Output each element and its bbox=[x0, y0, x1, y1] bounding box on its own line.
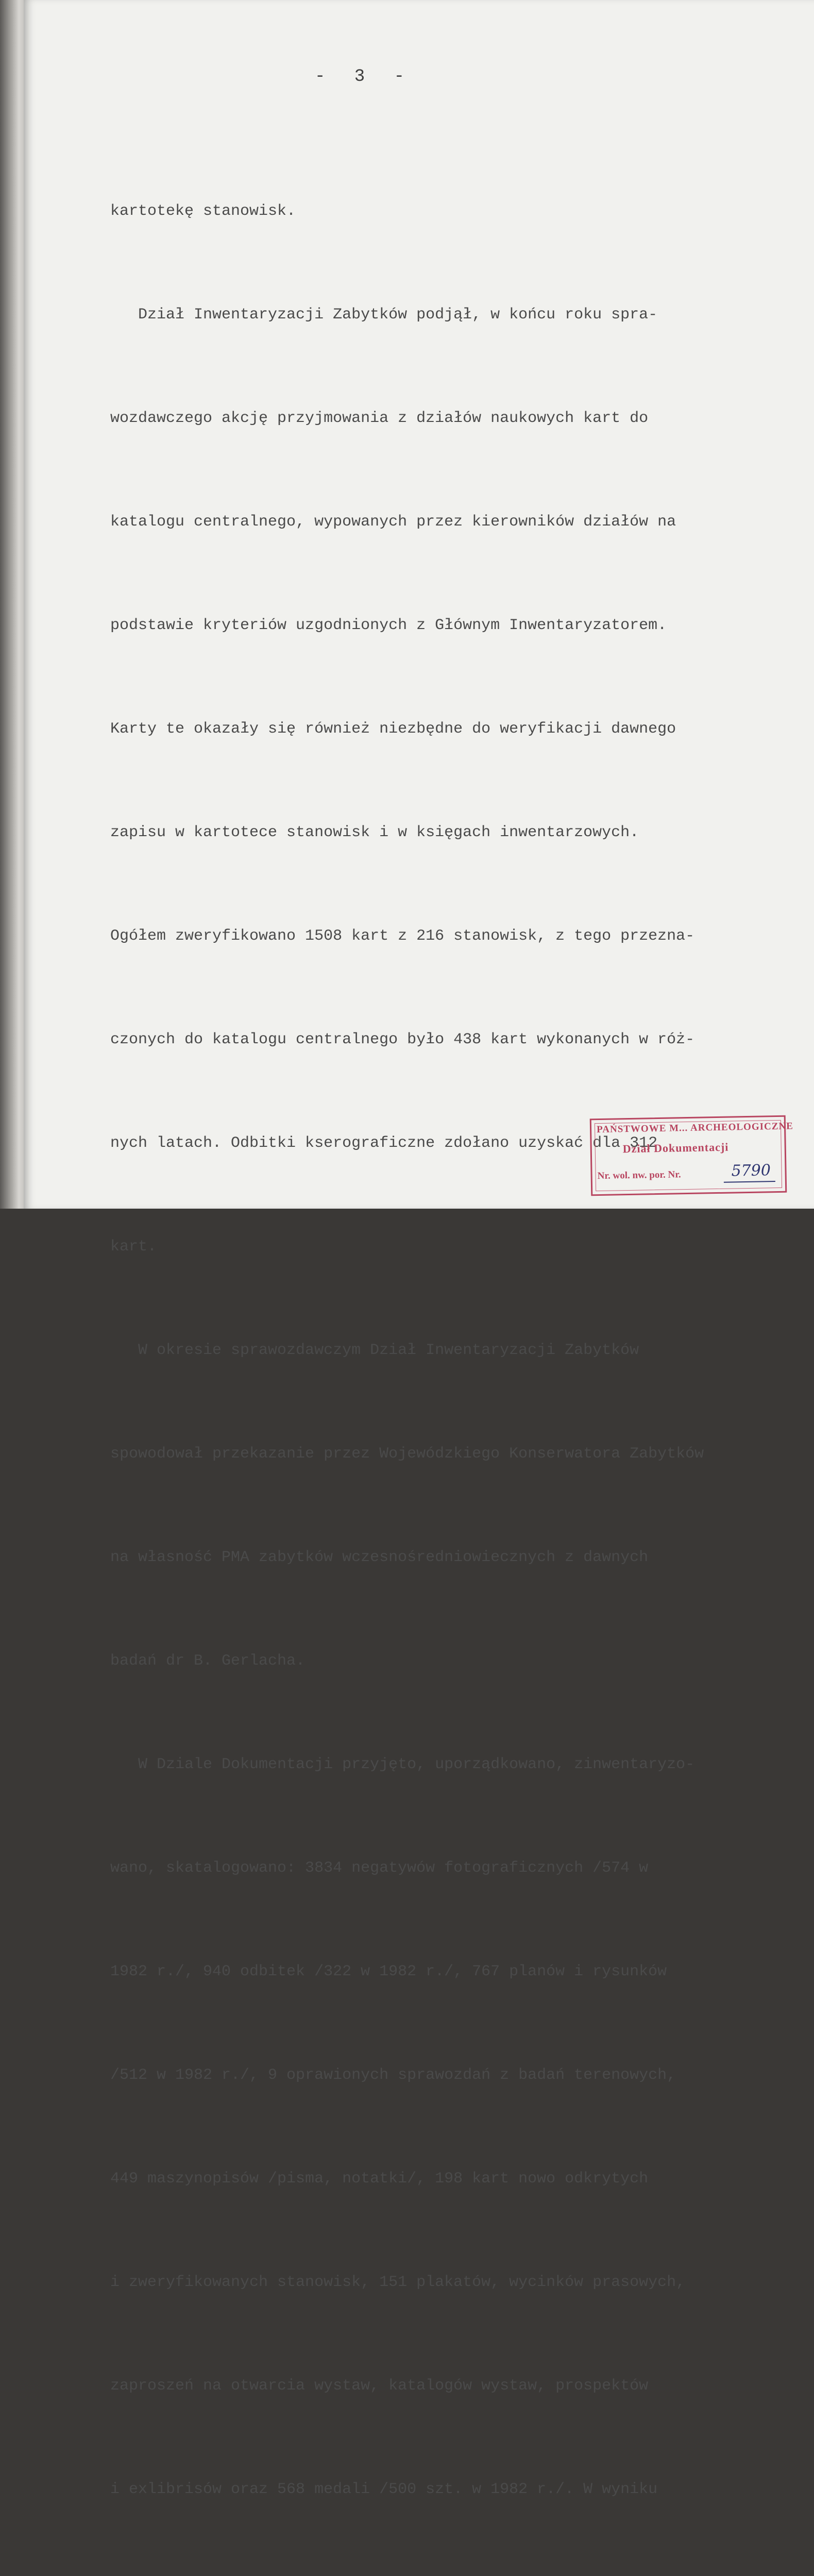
text-line: spowodował przekazanie przez Wojewódzkiego Konserwatora Zabytków bbox=[110, 1445, 704, 1463]
text-line: i zweryfikowanych stanowisk, 151 plakatów, wycinków prasowych, bbox=[110, 2274, 686, 2291]
text-line: W okresie sprawozdawczym Dział Inwentaryzacji Zabytków bbox=[110, 1342, 639, 1359]
text-line: W Dziale Dokumentacji przyjęto, uporządkowano, zinwentaryzo- bbox=[110, 1756, 695, 1773]
text-line: nych latach. Odbitki kserograficzne zdołano uzyskać dla 312 bbox=[110, 1134, 658, 1152]
book-binding bbox=[0, 0, 24, 1209]
text-line: i exlibrisów oraz 568 medali /500 szt. w 1982 r./. W wyniku bbox=[110, 2481, 658, 2498]
typewritten-body bbox=[110, 125, 801, 2576]
text-line: badań dr B. Gerlacha. bbox=[110, 1652, 306, 1670]
text-line: wozdawczego akcję przyjmowania z działów naukowych kart do bbox=[110, 410, 649, 427]
text-line: na własność PMA zabytków wczesnośredniowiecznych z dawnych bbox=[110, 1549, 649, 1566]
stamp-department: Dział Dokumentacji bbox=[622, 1140, 729, 1156]
text-line: czonych do katalogu centralnego było 438 kart wykonanych w róż- bbox=[110, 1031, 695, 1048]
text-line: podstawie kryteriów uzgodnionych z Głównym Inwentaryzatorem. bbox=[110, 617, 667, 634]
text-line: 449 maszynopisów /pisma, notatki/, 198 kart nowo odkrytych bbox=[110, 2170, 649, 2188]
text-line: Dział Inwentaryzacji Zabytków podjął, w końcu roku spra- bbox=[110, 306, 658, 324]
document-page bbox=[24, 0, 814, 2498]
text-line: kartotekę stanowisk. bbox=[110, 202, 296, 220]
text-line: kart. bbox=[110, 1238, 157, 1256]
text-line: 1982 r./, 940 odbitek /322 w 1982 r./, 767 planów i rysunków bbox=[110, 1963, 667, 1980]
text-line: zaproszeń na otwarcia wystaw, katalogów wystaw, prospektów bbox=[110, 2377, 649, 2395]
archive-stamp bbox=[590, 1115, 793, 1196]
page-number: - 3 - bbox=[315, 67, 414, 87]
text-line: Karty te okazały się również niezbędne do weryfikacji dawnego bbox=[110, 720, 676, 738]
text-line: zapisu w kartotece stanowisk i w księgach inwentarzowych. bbox=[110, 824, 639, 841]
text-line: Ogółem zweryfikowano 1508 kart z 216 stanowisk, z tego przezna- bbox=[110, 927, 695, 945]
text-line: /512 w 1982 r./, 9 oprawionych sprawozdań z badań terenowych, bbox=[110, 2066, 676, 2084]
stamp-register-label: Nr. wol. nw. por. Nr. bbox=[597, 1169, 681, 1182]
text-line: katalogu centralnego, wypowanych przez kierowników działów na bbox=[110, 513, 676, 531]
stamp-handwritten-number: 5790 bbox=[731, 1161, 771, 1180]
stamp-institution: PAŃSTWOWE M... ARCHEOLOGICZNE bbox=[596, 1121, 793, 1136]
text-line: wano, skatalogowano: 3834 negatywów fotograficznych /574 w bbox=[110, 1859, 649, 1877]
